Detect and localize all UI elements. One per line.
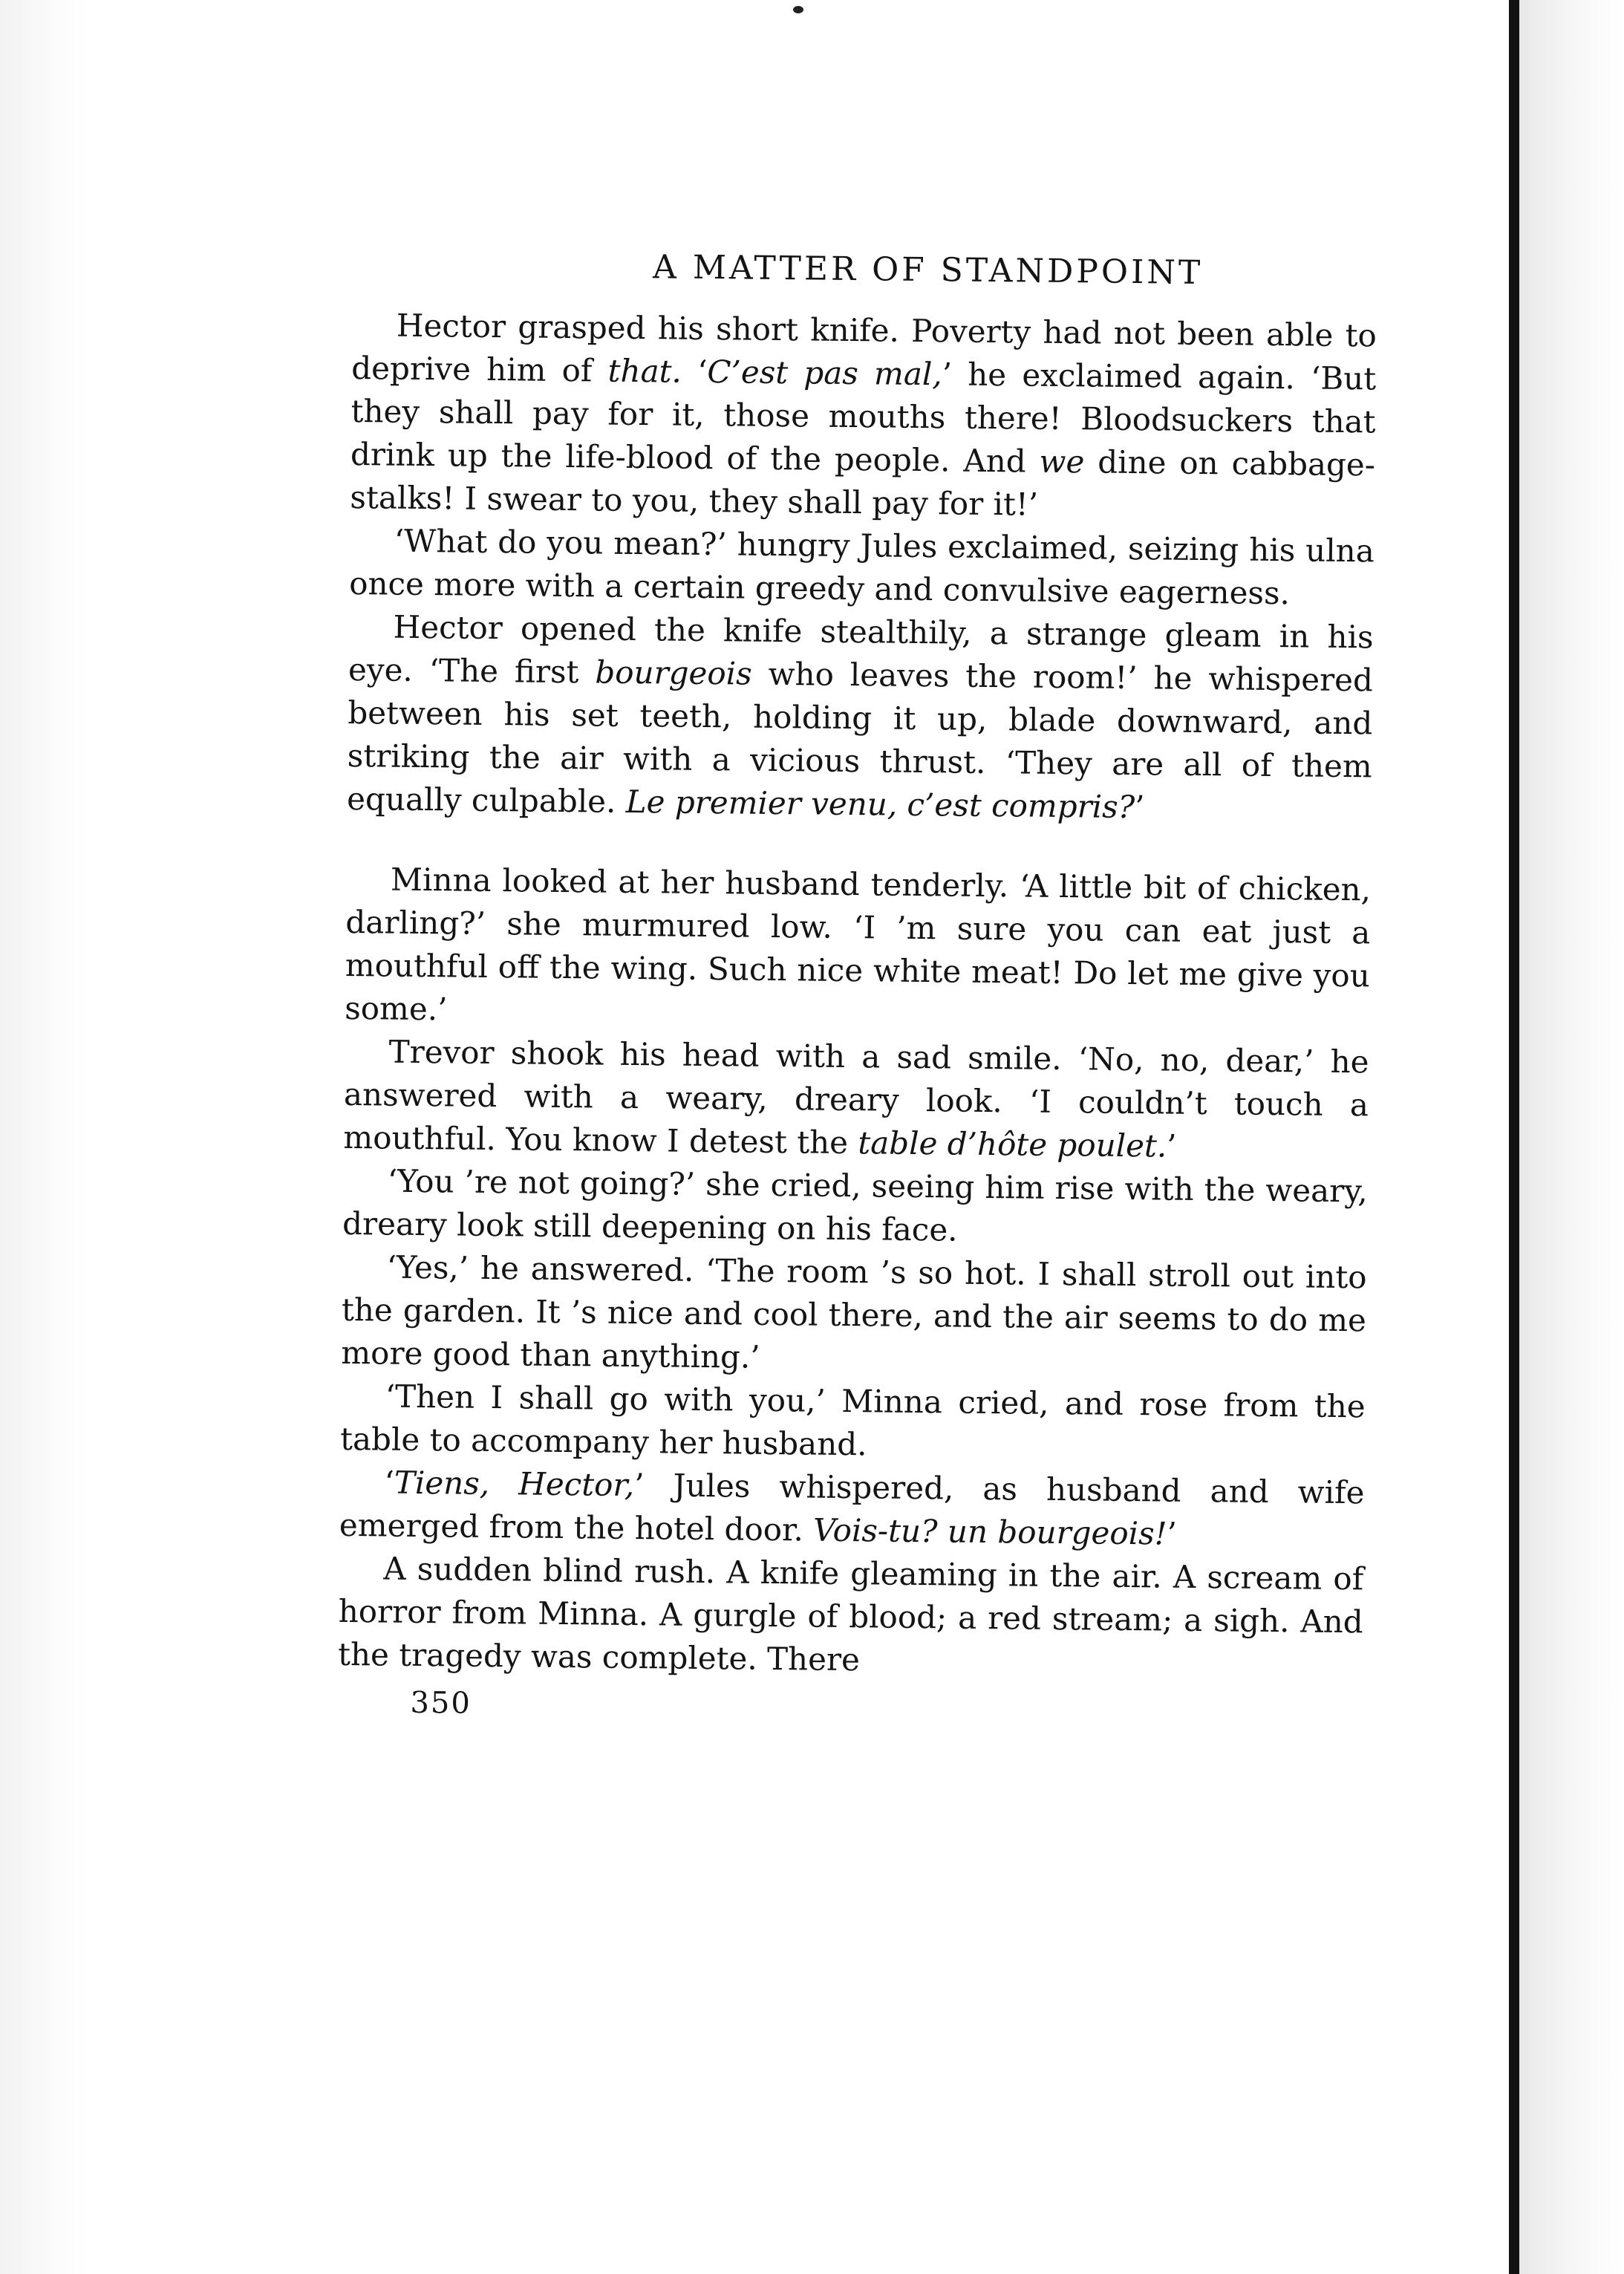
text-run: dine on cabbage-stalks! I swear to you, they shall pay for it!’ [350,443,1376,523]
italic-phrase: that. [607,352,682,390]
text-run: ‘You ’re not going?’ she cried, seeing him rise with the weary, dreary look still deepening on his face. [342,1162,1368,1248]
paragraph [339,1461,1365,1557]
text-run: ’ Jules whispered, as husband and wife emerged from the hotel door. [339,1467,1365,1548]
text-run: ‘Then I shall go with you,’ Minna cried, and rose from the table to accompany her husband. [339,1378,1366,1463]
text-run: ’ [1134,789,1145,826]
text-run: Trevor shook his head with a sad smile. ‘No, no, dear,’ he answered with a weary, dreary look. ‘I couldn’t touch a mouthful. You know I detest the [343,1033,1369,1162]
text-run: ’ [1167,1515,1178,1552]
book-spine-edge [1509,0,1519,2274]
text-run: ’ [1166,1127,1177,1164]
text-run: A sudden blind rush. A knife gleaming in the air. A scream of horror from Minna. A gurgle of blood; a red stream; a sigh. And the tragedy was complete. There [337,1550,1364,1678]
paragraph [341,1245,1367,1385]
paragraph [338,1547,1364,1687]
italic-phrase: Vois-tu? un bourgeois! [812,1511,1167,1552]
text-run: who leaves the room!’ he whispered between his set teeth, holding it up, blade downward, and striking the air with a vicious thrust. ‘They are all of them equally culpable. [346,655,1374,820]
body-text [338,304,1377,1687]
italic-phrase: Tiens, Hector, [394,1464,635,1504]
page-number: 350 [410,1685,472,1721]
text-run: Minna looked at her husband tenderly. ‘A little bit of chicken, darling?’ she murmured low. ‘I ’m sure you can eat just a mouthful off the wing. Such nice white meat! Do let me give you some.’ [344,861,1372,1028]
text-run: ‘ [384,1464,395,1501]
ink-speck [793,6,803,13]
italic-phrase: we [1039,443,1085,480]
paragraph [345,858,1371,1040]
paragraph [343,1030,1369,1170]
paragraph [340,1375,1366,1471]
chapter-title: A MATTER OF STANDPOINT [652,248,1204,292]
italic-phrase: Le premier venu, c’est compris? [625,783,1135,826]
text-run: ‘What do you mean?’ hungry Jules exclaimed, seizing his ulna once more with a certain greedy and convulsive eagerness. [348,522,1375,612]
italic-phrase: bourgeois [595,654,752,692]
paragraph [349,519,1374,616]
text-run: Hector grasped his short knife. Poverty had not been able to deprive him of [351,307,1377,389]
text-run: ’ he exclaimed again. ‘But they shall pay for it, those mouths there! Bloodsuckers that drink up the life-blood of the people. And [350,356,1377,480]
text-run: Hector opened the knife stealthily, a strange gleam in his eye. ‘The first [348,608,1374,691]
paragraph [350,304,1377,530]
paragraph [347,605,1374,831]
scan-margin-shadow [0,0,89,2274]
text-run: ‘Yes,’ he answered. ‘The room ’s so hot. I shall stroll out into the garden. It ’s nice and cool there, and the air seems to do me more good than anything.’ [341,1248,1367,1375]
italic-phrase: table d’hôte poulet. [858,1124,1167,1164]
book-page [337,245,1377,1730]
text-run: ‘ [681,353,708,391]
paragraph [342,1159,1368,1256]
book-spine-area [1519,0,1624,2274]
italic-phrase: C’est pas mal, [707,354,942,393]
